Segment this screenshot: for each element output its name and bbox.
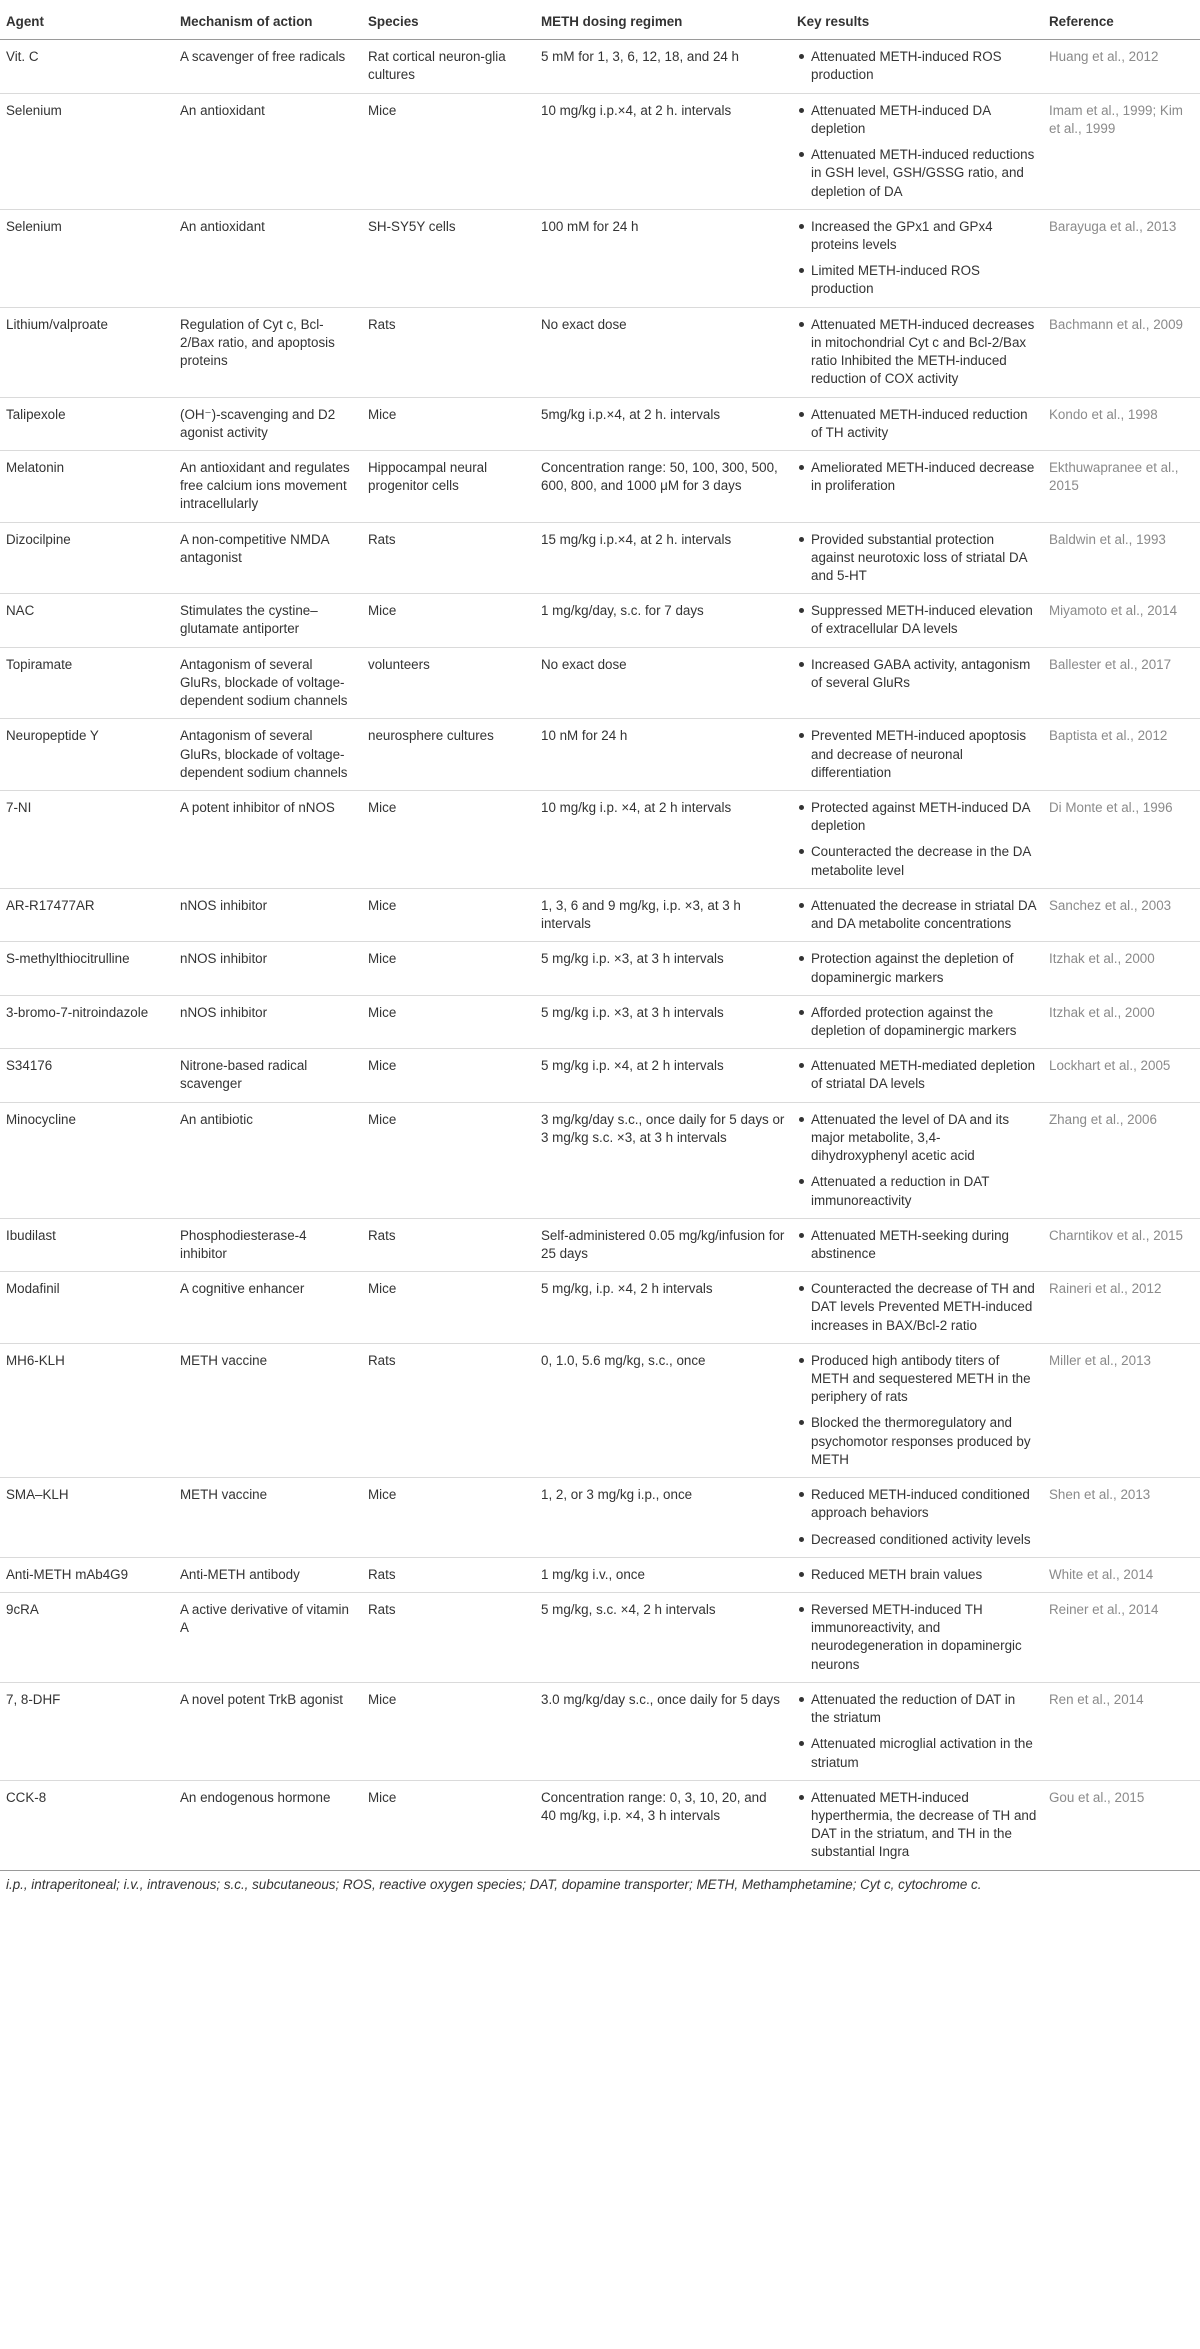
result-item: Reversed METH-induced TH immunoreactivity, and neurodegeneration in dopaminergic neurons [797, 1601, 1037, 1674]
cell-reference: Raineri et al., 2012 [1043, 1272, 1200, 1344]
cell-dosing: 1, 2, or 3 mg/kg i.p., once [535, 1478, 791, 1558]
results-list [797, 950, 1037, 986]
cell-results [791, 594, 1043, 647]
cell-agent: Lithium/valproate [0, 307, 174, 397]
table-footnote: i.p., intraperitoneal; i.v., intravenous; s.c., subcutaneous; ROS, reactive oxygen species; DAT, dopamine transporter; METH, Methamphetamine; Cyt c, cytochrome c. [6, 1876, 982, 1892]
results-list [797, 799, 1037, 880]
cell-dosing: No exact dose [535, 647, 791, 719]
cell-reference: Lockhart et al., 2005 [1043, 1049, 1200, 1102]
table-row [0, 1557, 1200, 1592]
cell-reference: Zhang et al., 2006 [1043, 1102, 1200, 1218]
cell-results [791, 307, 1043, 397]
cell-results [791, 1780, 1043, 1870]
result-item: Produced high antibody titers of METH and sequestered METH in the periphery of rats [797, 1352, 1037, 1407]
cell-mechanism: Nitrone-based radical scavenger [174, 1049, 362, 1102]
result-item: Increased the GPx1 and GPx4 proteins levels [797, 218, 1037, 254]
cell-dosing: 1, 3, 6 and 9 mg/kg, i.p. ×3, at 3 h intervals [535, 888, 791, 941]
cell-results [791, 719, 1043, 791]
cell-reference: Baldwin et al., 1993 [1043, 522, 1200, 594]
cell-species: Rats [362, 1593, 535, 1683]
cell-species: Mice [362, 397, 535, 450]
cell-agent: NAC [0, 594, 174, 647]
cell-agent: 9cRA [0, 1593, 174, 1683]
cell-dosing: 10 mg/kg i.p.×4, at 2 h. intervals [535, 93, 791, 209]
table-row [0, 888, 1200, 941]
result-item: Attenuated METH-seeking during abstinence [797, 1227, 1037, 1263]
cell-agent: Minocycline [0, 1102, 174, 1218]
cell-dosing: 5 mg/kg, s.c. ×4, 2 h intervals [535, 1593, 791, 1683]
cell-mechanism: Anti-METH antibody [174, 1557, 362, 1592]
results-list [797, 218, 1037, 299]
table-row [0, 719, 1200, 791]
cell-mechanism: An antioxidant [174, 209, 362, 307]
result-item: Counteracted the decrease of TH and DAT levels Prevented METH-induced increases in BAX/Bcl-2 ratio [797, 1280, 1037, 1335]
cell-results [791, 93, 1043, 209]
cell-species: Mice [362, 791, 535, 889]
cell-agent: Modafinil [0, 1272, 174, 1344]
result-item: Attenuated the level of DA and its major metabolite, 3,4-dihydroxyphenyl acetic acid [797, 1111, 1037, 1166]
results-list [797, 1352, 1037, 1469]
cell-reference: Kondo et al., 1998 [1043, 397, 1200, 450]
cell-results [791, 1272, 1043, 1344]
result-item: Attenuated METH-induced decreases in mitochondrial Cyt c and Bcl-2/Bax ratio Inhibited the METH-induced reduction of COX activity [797, 316, 1037, 389]
cell-dosing: 100 mM for 24 h [535, 209, 791, 307]
result-item: Reduced METH brain values [797, 1566, 1037, 1584]
result-item: Suppressed METH-induced elevation of extracellular DA levels [797, 602, 1037, 638]
table-row [0, 1218, 1200, 1271]
cell-results [791, 1478, 1043, 1558]
cell-species: volunteers [362, 647, 535, 719]
result-item: Provided substantial protection against neurotoxic loss of striatal DA and 5-HT [797, 531, 1037, 586]
results-list [797, 727, 1037, 782]
result-item: Reduced METH-induced conditioned approach behaviors [797, 1486, 1037, 1522]
result-item: Blocked the thermoregulatory and psychomotor responses produced by METH [797, 1414, 1037, 1469]
cell-reference: Barayuga et al., 2013 [1043, 209, 1200, 307]
cell-agent: 7, 8-DHF [0, 1682, 174, 1780]
cell-results [791, 450, 1043, 522]
cell-mechanism: An antioxidant and regulates free calcium ions movement intracellularly [174, 450, 362, 522]
results-list [797, 1280, 1037, 1335]
cell-agent: Dizocilpine [0, 522, 174, 594]
cell-dosing: 3 mg/kg/day s.c., once daily for 5 days or 3 mg/kg s.c. ×3, at 3 h intervals [535, 1102, 791, 1218]
table-row [0, 209, 1200, 307]
result-item: Increased GABA activity, antagonism of several GluRs [797, 656, 1037, 692]
cell-agent: S-methylthiocitrulline [0, 942, 174, 995]
cell-reference: Itzhak et al., 2000 [1043, 995, 1200, 1048]
results-list [797, 406, 1037, 442]
result-item: Prevented METH-induced apoptosis and decrease of neuronal differentiation [797, 727, 1037, 782]
cell-dosing: 5mg/kg i.p.×4, at 2 h. intervals [535, 397, 791, 450]
cell-mechanism: Stimulates the cystine–glutamate antiporter [174, 594, 362, 647]
results-list [797, 1004, 1037, 1040]
table-row [0, 397, 1200, 450]
table-row [0, 1682, 1200, 1780]
cell-mechanism: Regulation of Cyt c, Bcl-2/Bax ratio, and apoptosis proteins [174, 307, 362, 397]
table-row [0, 40, 1200, 93]
cell-species: Mice [362, 1478, 535, 1558]
cell-results [791, 888, 1043, 941]
cell-species: Mice [362, 1682, 535, 1780]
cell-species: Rats [362, 1557, 535, 1592]
result-item: Attenuated the reduction of DAT in the striatum [797, 1691, 1037, 1727]
cell-dosing: Concentration range: 0, 3, 10, 20, and 40 mg/kg, i.p. ×4, 3 h intervals [535, 1780, 791, 1870]
table-row [0, 647, 1200, 719]
cell-agent: MH6-KLH [0, 1343, 174, 1477]
cell-species: Rat cortical neuron-glia cultures [362, 40, 535, 93]
results-list [797, 897, 1037, 933]
result-item: Attenuated METH-induced ROS production [797, 48, 1037, 84]
result-item: Attenuated METH-induced reduction of TH activity [797, 406, 1037, 442]
cell-dosing: 10 mg/kg i.p. ×4, at 2 h intervals [535, 791, 791, 889]
table-row [0, 93, 1200, 209]
table-row [0, 522, 1200, 594]
table-row [0, 1102, 1200, 1218]
cell-mechanism: nNOS inhibitor [174, 888, 362, 941]
cell-mechanism: nNOS inhibitor [174, 942, 362, 995]
table-row [0, 791, 1200, 889]
cell-dosing: 5 mg/kg i.p. ×3, at 3 h intervals [535, 942, 791, 995]
cell-dosing: 5 mg/kg, i.p. ×4, 2 h intervals [535, 1272, 791, 1344]
cell-mechanism: A potent inhibitor of nNOS [174, 791, 362, 889]
cell-agent: Vit. C [0, 40, 174, 93]
results-list [797, 1566, 1037, 1584]
cell-agent: Selenium [0, 209, 174, 307]
cell-reference: Charntikov et al., 2015 [1043, 1218, 1200, 1271]
cell-agent: Talipexole [0, 397, 174, 450]
cell-mechanism: A scavenger of free radicals [174, 40, 362, 93]
results-list [797, 531, 1037, 586]
results-list [797, 602, 1037, 638]
cell-agent: Selenium [0, 93, 174, 209]
cell-agent: Neuropeptide Y [0, 719, 174, 791]
cell-dosing: 1 mg/kg/day, s.c. for 7 days [535, 594, 791, 647]
cell-mechanism: METH vaccine [174, 1343, 362, 1477]
cell-mechanism: (OH⁻)-scavenging and D2 agonist activity [174, 397, 362, 450]
cell-agent: 3-bromo-7-nitroindazole [0, 995, 174, 1048]
cell-reference: Baptista et al., 2012 [1043, 719, 1200, 791]
results-list [797, 102, 1037, 201]
cell-agent: Topiramate [0, 647, 174, 719]
cell-results [791, 1682, 1043, 1780]
cell-results [791, 647, 1043, 719]
results-list [797, 459, 1037, 495]
cell-results [791, 791, 1043, 889]
header-results: Key results [791, 0, 1043, 40]
cell-species: Mice [362, 995, 535, 1048]
result-item: Protected against METH-induced DA depletion [797, 799, 1037, 835]
cell-results [791, 209, 1043, 307]
cell-agent: AR-R17477AR [0, 888, 174, 941]
cell-species: Mice [362, 888, 535, 941]
table-row [0, 1343, 1200, 1477]
cell-species: Mice [362, 942, 535, 995]
results-list [797, 316, 1037, 389]
cell-reference: Miyamoto et al., 2014 [1043, 594, 1200, 647]
cell-results [791, 397, 1043, 450]
result-item: Limited METH-induced ROS production [797, 262, 1037, 298]
header-reference: Reference [1043, 0, 1200, 40]
result-item: Attenuated microglial activation in the striatum [797, 1735, 1037, 1771]
cell-reference: Shen et al., 2013 [1043, 1478, 1200, 1558]
cell-species: Rats [362, 522, 535, 594]
cell-reference: Ballester et al., 2017 [1043, 647, 1200, 719]
result-item: Attenuated a reduction in DAT immunoreactivity [797, 1173, 1037, 1209]
cell-species: Rats [362, 1218, 535, 1271]
cell-agent: SMA–KLH [0, 1478, 174, 1558]
cell-results [791, 1049, 1043, 1102]
results-list [797, 48, 1037, 84]
result-item: Protection against the depletion of dopaminergic markers [797, 950, 1037, 986]
header-mechanism: Mechanism of action [174, 0, 362, 40]
results-list [797, 1691, 1037, 1772]
cell-species: Mice [362, 1272, 535, 1344]
cell-mechanism: An endogenous hormone [174, 1780, 362, 1870]
cell-species: Rats [362, 1343, 535, 1477]
cell-dosing: No exact dose [535, 307, 791, 397]
cell-mechanism: Antagonism of several GluRs, blockade of voltage-dependent sodium channels [174, 719, 362, 791]
cell-agent: Anti-METH mAb4G9 [0, 1557, 174, 1592]
table-header-row [0, 0, 1200, 40]
result-item: Attenuated METH-mediated depletion of striatal DA levels [797, 1057, 1037, 1093]
cell-species: Mice [362, 1049, 535, 1102]
cell-results [791, 1557, 1043, 1592]
cell-mechanism: A non-competitive NMDA antagonist [174, 522, 362, 594]
header-agent: Agent [0, 0, 174, 40]
results-list [797, 1486, 1037, 1549]
cell-species: Mice [362, 1102, 535, 1218]
table-body [0, 40, 1200, 1870]
table-row [0, 995, 1200, 1048]
cell-mechanism: A novel potent TrkB agonist [174, 1682, 362, 1780]
cell-mechanism: nNOS inhibitor [174, 995, 362, 1048]
cell-reference: Gou et al., 2015 [1043, 1780, 1200, 1870]
header-species: Species [362, 0, 535, 40]
cell-species: Mice [362, 594, 535, 647]
cell-mechanism: Phosphodiesterase-4 inhibitor [174, 1218, 362, 1271]
table-row [0, 942, 1200, 995]
cell-results [791, 522, 1043, 594]
cell-dosing: 5 mM for 1, 3, 6, 12, 18, and 24 h [535, 40, 791, 93]
result-item: Attenuated METH-induced hyperthermia, the decrease of TH and DAT in the striatum, and TH in the substantial Ingra [797, 1789, 1037, 1862]
table-row [0, 594, 1200, 647]
cell-results [791, 995, 1043, 1048]
cell-reference: Ekthuwapranee et al., 2015 [1043, 450, 1200, 522]
results-list [797, 1111, 1037, 1210]
result-item: Ameliorated METH-induced decrease in proliferation [797, 459, 1037, 495]
result-item: Counteracted the decrease in the DA metabolite level [797, 843, 1037, 879]
cell-reference: Itzhak et al., 2000 [1043, 942, 1200, 995]
cell-species: Rats [362, 307, 535, 397]
cell-species: Mice [362, 1780, 535, 1870]
cell-results [791, 1218, 1043, 1271]
table-row [0, 1780, 1200, 1870]
results-list [797, 656, 1037, 692]
cell-dosing: 5 mg/kg i.p. ×3, at 3 h intervals [535, 995, 791, 1048]
cell-mechanism: An antioxidant [174, 93, 362, 209]
cell-mechanism: A cognitive enhancer [174, 1272, 362, 1344]
cell-reference: Ren et al., 2014 [1043, 1682, 1200, 1780]
result-item: Attenuated METH-induced DA depletion [797, 102, 1037, 138]
table-row [0, 1272, 1200, 1344]
cell-species: Hippocampal neural progenitor cells [362, 450, 535, 522]
cell-reference: Huang et al., 2012 [1043, 40, 1200, 93]
cell-agent: Ibudilast [0, 1218, 174, 1271]
cell-dosing: 15 mg/kg i.p.×4, at 2 h. intervals [535, 522, 791, 594]
cell-mechanism: Antagonism of several GluRs, blockade of voltage-dependent sodium channels [174, 647, 362, 719]
cell-results [791, 942, 1043, 995]
cell-species: SH-SY5Y cells [362, 209, 535, 307]
cell-reference: Di Monte et al., 1996 [1043, 791, 1200, 889]
cell-dosing: Concentration range: 50, 100, 300, 500, 600, 800, and 1000 μM for 3 days [535, 450, 791, 522]
cell-mechanism: A active derivative of vitamin A [174, 1593, 362, 1683]
table-row [0, 307, 1200, 397]
cell-agent: 7-NI [0, 791, 174, 889]
table-row [0, 1049, 1200, 1102]
cell-dosing: Self-administered 0.05 mg/kg/infusion for 25 days [535, 1218, 791, 1271]
cell-reference: Imam et al., 1999; Kim et al., 1999 [1043, 93, 1200, 209]
cell-agent: CCK-8 [0, 1780, 174, 1870]
cell-reference: White et al., 2014 [1043, 1557, 1200, 1592]
cell-dosing: 5 mg/kg i.p. ×4, at 2 h intervals [535, 1049, 791, 1102]
cell-mechanism: An antibiotic [174, 1102, 362, 1218]
cell-reference: Miller et al., 2013 [1043, 1343, 1200, 1477]
results-list [797, 1227, 1037, 1263]
result-item: Attenuated the decrease in striatal DA and DA metabolite concentrations [797, 897, 1037, 933]
cell-reference: Sanchez et al., 2003 [1043, 888, 1200, 941]
cell-species: Mice [362, 93, 535, 209]
header-dosing: METH dosing regimen [535, 0, 791, 40]
cell-mechanism: METH vaccine [174, 1478, 362, 1558]
results-list [797, 1789, 1037, 1862]
cell-agent: S34176 [0, 1049, 174, 1102]
cell-results [791, 40, 1043, 93]
result-item: Afforded protection against the depletion of dopaminergic markers [797, 1004, 1037, 1040]
table-row [0, 1593, 1200, 1683]
cell-reference: Reiner et al., 2014 [1043, 1593, 1200, 1683]
cell-dosing: 10 nM for 24 h [535, 719, 791, 791]
cell-results [791, 1593, 1043, 1683]
cell-results [791, 1102, 1043, 1218]
results-list [797, 1057, 1037, 1093]
result-item: Attenuated METH-induced reductions in GSH level, GSH/GSSG ratio, and depletion of DA [797, 146, 1037, 201]
cell-species: neurosphere cultures [362, 719, 535, 791]
cell-dosing: 1 mg/kg i.v., once [535, 1557, 791, 1592]
cell-dosing: 0, 1.0, 5.6 mg/kg, s.c., once [535, 1343, 791, 1477]
results-list [797, 1601, 1037, 1674]
cell-reference: Bachmann et al., 2009 [1043, 307, 1200, 397]
result-item: Decreased conditioned activity levels [797, 1531, 1037, 1549]
cell-results [791, 1343, 1043, 1477]
table-row [0, 1478, 1200, 1558]
table-row [0, 450, 1200, 522]
cell-agent: Melatonin [0, 450, 174, 522]
cell-dosing: 3.0 mg/kg/day s.c., once daily for 5 days [535, 1682, 791, 1780]
